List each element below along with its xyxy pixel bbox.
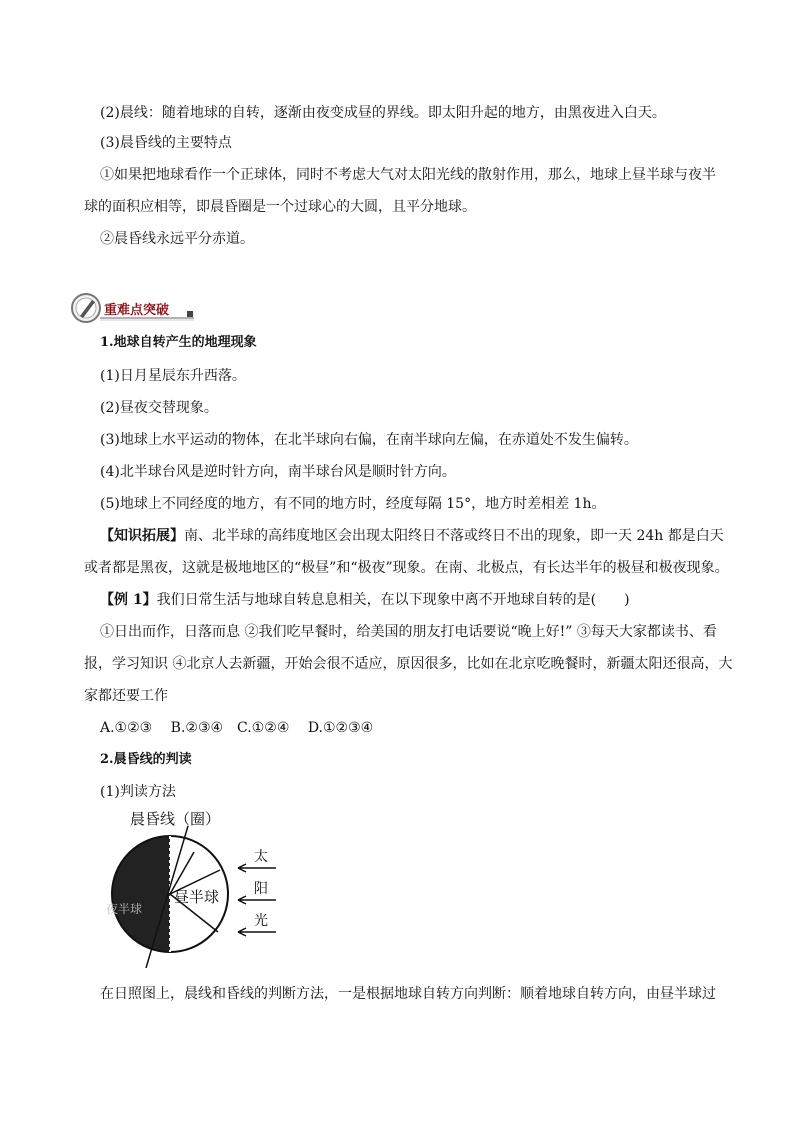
sunlight-label: 阳 (254, 881, 268, 897)
night-hemisphere (112, 836, 170, 952)
section-heading-badge (70, 292, 200, 324)
example-question-text: 我们日常生活与地球自转息息相关，在以下现象中离不开地球自转的是( ) (156, 592, 630, 608)
section-title-rotation: 1.地球自转产生的地理现象 (100, 335, 257, 350)
paragraph-features-title: (3)晨昏线的主要特点 (100, 135, 232, 151)
section-text-judgement: 在日照图上，晨线和昏线的判断方法，一是根据地球自转方向判断：顺着地球自转方向，由昼半球过 (100, 986, 716, 1002)
paragraph-feature-1b: 球的面积应相等，即晨昏圈是一个过球心的大圆，且平分地球。 (84, 199, 476, 215)
list-item: (1)日月星辰东升西落。 (100, 368, 246, 384)
day-hemisphere-label: 昼半球 (174, 888, 220, 906)
section-heading-text: 重难点突破 (104, 303, 170, 318)
knowledge-tip-label: 【知识拓展】 (100, 528, 184, 544)
example-body-b: 报，学习知识 ④北京人去新疆，开始会很不适应，原因很多，比如在北京吃晚餐时，新疆太阳还很高，大 (84, 656, 733, 672)
knowledge-tip-a (100, 526, 724, 546)
paragraph-feature-1a: ①如果把地球看作一个正球体，同时不考虑大气对太阳光线的散射作用，那么，地球上昼半球与夜半 (100, 167, 716, 183)
sunlight-label: 光 (254, 913, 268, 929)
knowledge-tip-text: 南、北半球的高纬度地区会出现太阳终日不落或终日不出的现象，即一天 24h 都是白天 (184, 528, 724, 544)
knowledge-tip-b: 或者都是黑夜，这就是极地地区的“极昼”和“极夜”现象。在南、北极点，有长达半年的极昼和极夜现象。 (84, 560, 729, 576)
diagram-title: 晨昏线（圈） (130, 810, 221, 828)
example-label: 【例 1】 (100, 592, 157, 608)
terminator-diagram (100, 808, 300, 968)
section-subtitle-method: (1)判读方法 (100, 784, 176, 800)
example-question (100, 590, 630, 610)
section-title-terminator: 2.晨昏线的判读 (100, 752, 192, 767)
night-hemisphere-label: 夜半球 (106, 902, 143, 916)
example-body-a: ①日出而作，日落而息 ②我们吃早餐时，给美国的朋友打电话要说“晚上好!” ③每天大家都读书、看 (100, 624, 717, 640)
paragraph-morning-line: (2)晨线：随着地球的自转，逐渐由夜变成昼的界线。即太阳升起的地方，由黑夜进入白天。 (100, 105, 666, 121)
example-options: A.①②③ B.②③④ C.①②④ D.①②③④ (100, 720, 374, 736)
list-item: (4)北半球台风是逆时针方向，南半球台风是顺时针方向。 (100, 464, 456, 480)
list-item: (5)地球上不同经度的地方，有不同的地方时，经度每隔 15°，地方时差相差 1h。 (100, 496, 606, 512)
list-item: (3)地球上水平运动的物体，在北半球向右偏，在南半球向左偏，在赤道处不发生偏转。 (100, 432, 638, 448)
sunlight-label: 太 (254, 849, 268, 865)
list-item: (2)昼夜交替现象。 (100, 400, 218, 416)
example-body-c: 家都还要工作 (84, 688, 168, 704)
paragraph-feature-2: ②晨昏线永远平分赤道。 (100, 231, 254, 247)
